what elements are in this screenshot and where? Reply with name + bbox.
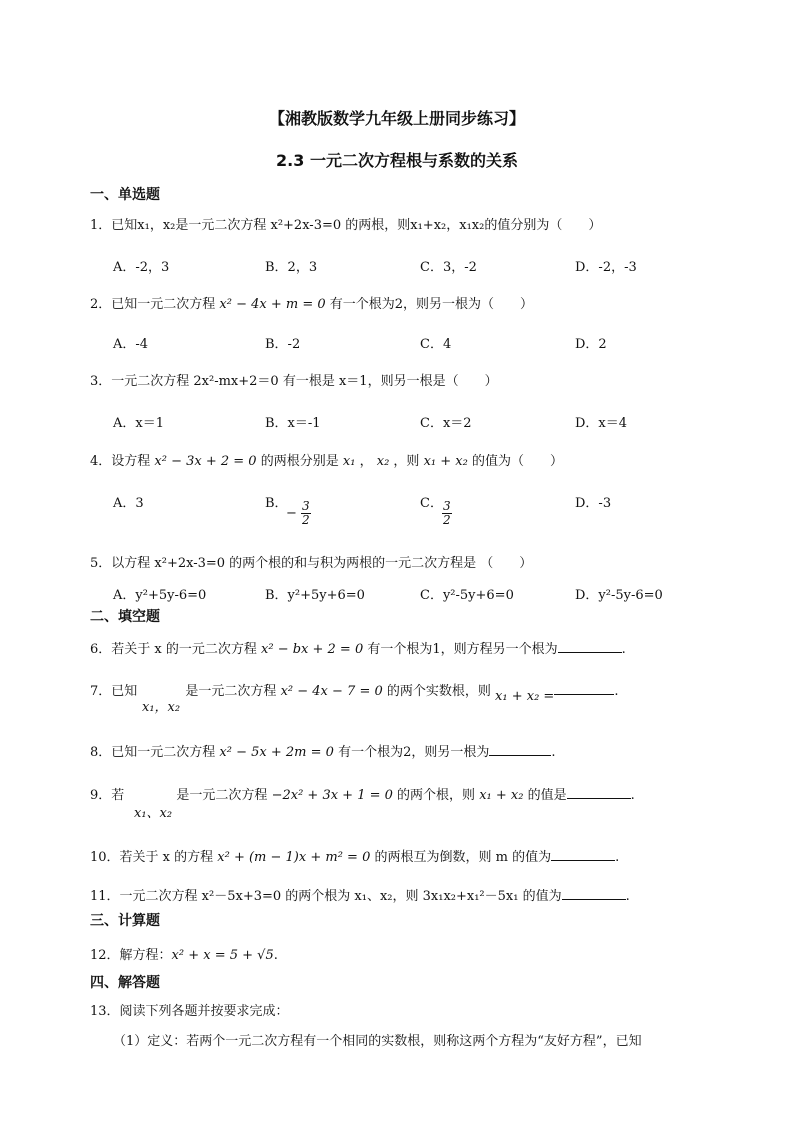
q3-option-c: C．x＝2	[420, 416, 472, 431]
q2-suffix: 有一个根为2，则另一根为（ ）	[329, 297, 534, 312]
question-5: 5．以方程 x²+2x-3=0 的两个根的和与积为两根的一元二次方程是 （ ）	[90, 556, 533, 571]
q3-option-a: A．x＝1	[113, 416, 164, 431]
q2-option-c: C．4	[420, 337, 452, 352]
q4-mid1: 的两根分别是	[260, 454, 339, 469]
q9-suffix-2: 的值是	[527, 788, 567, 803]
q6-end: .	[621, 642, 626, 657]
q2-option-d: D．2	[575, 337, 607, 352]
q4-option-b-denominator: 2	[302, 513, 310, 527]
q4-equation: x² − 3x + 2 = 0	[154, 454, 257, 469]
q6-suffix: 有一个根为1，则方程另一个根为	[367, 642, 558, 657]
q2-option-b: B．-2	[265, 337, 301, 352]
q9-expression: x₁ + x₂	[479, 788, 524, 803]
q3-option-d: D．x＝4	[575, 416, 628, 431]
q7-expression: x₁ + x₂ =	[495, 689, 555, 704]
q8-answer-blank[interactable]	[489, 743, 551, 756]
q4-option-a: A．3	[113, 496, 144, 511]
q2-option-a: A．-4	[113, 337, 149, 352]
q4-option-c-label: C．	[420, 496, 443, 511]
q9-end: .	[630, 788, 635, 803]
q4-suffix: 的值为（ ）	[471, 454, 563, 469]
q8-suffix: 有一个根为2，则另一根为	[338, 745, 490, 760]
q7-suffix: 的两个实数根，则	[386, 684, 491, 699]
q10-end: .	[615, 850, 620, 865]
section-heading-calculation: 三、计算题	[90, 913, 160, 929]
q4-option-c-numerator: 3	[443, 499, 451, 513]
q1-option-a: A．-2，3	[113, 260, 170, 275]
q5-option-b: B．y²+5y+6=0	[265, 588, 365, 603]
q10-prefix: 10．若关于 x 的方程	[90, 850, 214, 865]
q4-option-b	[265, 492, 288, 511]
question-2	[90, 293, 533, 312]
q8-equation: x² − 5x + 2m = 0	[219, 745, 334, 760]
question-13: 13．阅读下列各题并按要求完成：	[90, 1004, 289, 1019]
q9-prefix: 9．若	[90, 788, 125, 803]
q11-end: .	[625, 889, 630, 904]
q8-end: .	[551, 745, 556, 760]
q8-prefix: 8．已知一元二次方程	[90, 745, 216, 760]
question-10	[90, 846, 619, 865]
q4-option-c-denominator: 2	[443, 513, 451, 527]
q4-root-1: x₁	[342, 454, 356, 469]
q6-answer-blank[interactable]	[558, 640, 622, 653]
page-subtitle: 2.3 一元二次方程根与系数的关系	[276, 151, 518, 170]
q7-prefix: 7．已知	[90, 684, 138, 699]
q4-option-c-fraction	[442, 500, 452, 527]
q1-option-c: C．3，-2	[420, 260, 477, 275]
page-title: 【湘教版数学九年级上册同步练习】	[268, 109, 525, 128]
q4-prefix: 4．设方程	[90, 454, 151, 469]
question-11	[90, 885, 630, 904]
q4-option-b-numerator: 3	[302, 499, 310, 513]
section-heading-single-choice: 一、单选题	[90, 187, 160, 203]
q4-mid2: ，则	[393, 454, 420, 469]
q9-answer-blank[interactable]	[567, 786, 631, 799]
q7-answer-blank[interactable]	[554, 682, 614, 695]
q12-prefix: 12．解方程：	[90, 948, 172, 963]
question-13-part-1: （1）定义：若两个一元二次方程有一个相同的实数根，则称这两个方程为“友好方程”，已知	[113, 1034, 642, 1049]
section-heading-fill-in: 二、填空题	[90, 609, 160, 625]
q4-option-b-fraction	[286, 500, 311, 527]
q9-roots-label: x₁、x₂	[134, 806, 173, 821]
q9-equation: −2x² + 3x + 1 = 0	[271, 788, 393, 803]
q1-option-d: D．-2，-3	[575, 260, 637, 275]
question-4	[90, 450, 563, 469]
question-3: 3．一元二次方程 2x²-mx+2＝0 有一根是 x＝1，则另一根是（ ）	[90, 374, 498, 389]
q5-option-a: A．y²+5y-6=0	[113, 588, 207, 603]
q5-option-c: C．y²-5y+6=0	[420, 588, 514, 603]
q10-equation: x² + (m − 1)x + m² = 0	[217, 850, 371, 865]
q11-answer-blank[interactable]	[562, 887, 626, 900]
q4-option-b-frac	[301, 500, 311, 527]
q11-text: 11．一元二次方程 x²－5x+3=0 的两个根为 x₁、x₂，则 3x₁x₂+x₁²－5x₁ 的值为	[90, 889, 562, 904]
q9-mid: 是一元二次方程	[176, 788, 268, 803]
section-heading-answer: 四、解答题	[90, 975, 160, 991]
q6-prefix: 6．若关于 x 的一元二次方程	[90, 642, 257, 657]
q12-equation: x² + x = 5 + √5	[171, 948, 274, 963]
q2-equation: x² − 4x + m = 0	[219, 297, 326, 312]
q4-option-c	[420, 492, 443, 511]
question-6	[90, 638, 626, 657]
q7-roots-label: x₁，x₂	[142, 700, 181, 715]
q4-option-b-sign: −	[286, 506, 297, 521]
q7-end: .	[614, 684, 619, 699]
q10-answer-blank[interactable]	[551, 848, 615, 861]
q1-option-b: B．2，3	[265, 260, 318, 275]
q4-expression: x₁ + x₂	[423, 454, 468, 469]
q12-end: .	[273, 948, 278, 963]
q7-equation: x² − 4x − 7 = 0	[280, 684, 383, 699]
q4-option-d: D．-3	[575, 496, 612, 511]
question-12	[90, 944, 278, 963]
q6-equation: x² − bx + 2 = 0	[261, 642, 364, 657]
q4-option-c-frac	[442, 500, 452, 527]
q9-suffix: 的两个根，则	[397, 788, 476, 803]
q2-prefix: 2．已知一元二次方程	[90, 297, 216, 312]
q4-option-b-label: B．	[265, 496, 288, 511]
q3-option-b: B．x＝-1	[265, 416, 321, 431]
q4-root-2: x₂	[376, 454, 390, 469]
question-1: 1．已知x₁，x₂是一元二次方程 x²+2x-3=0 的两根，则x₁+x₂，x₁x₂的值分别为（ ）	[90, 218, 602, 233]
question-9	[90, 784, 635, 803]
q10-suffix: 的两根互为倒数，则 m 的值为	[374, 850, 552, 865]
question-8	[90, 741, 555, 760]
q5-option-d: D．y²-5y-6=0	[575, 588, 663, 603]
q7-mid: 是一元二次方程	[185, 684, 277, 699]
q4-separator: ，	[359, 454, 373, 469]
